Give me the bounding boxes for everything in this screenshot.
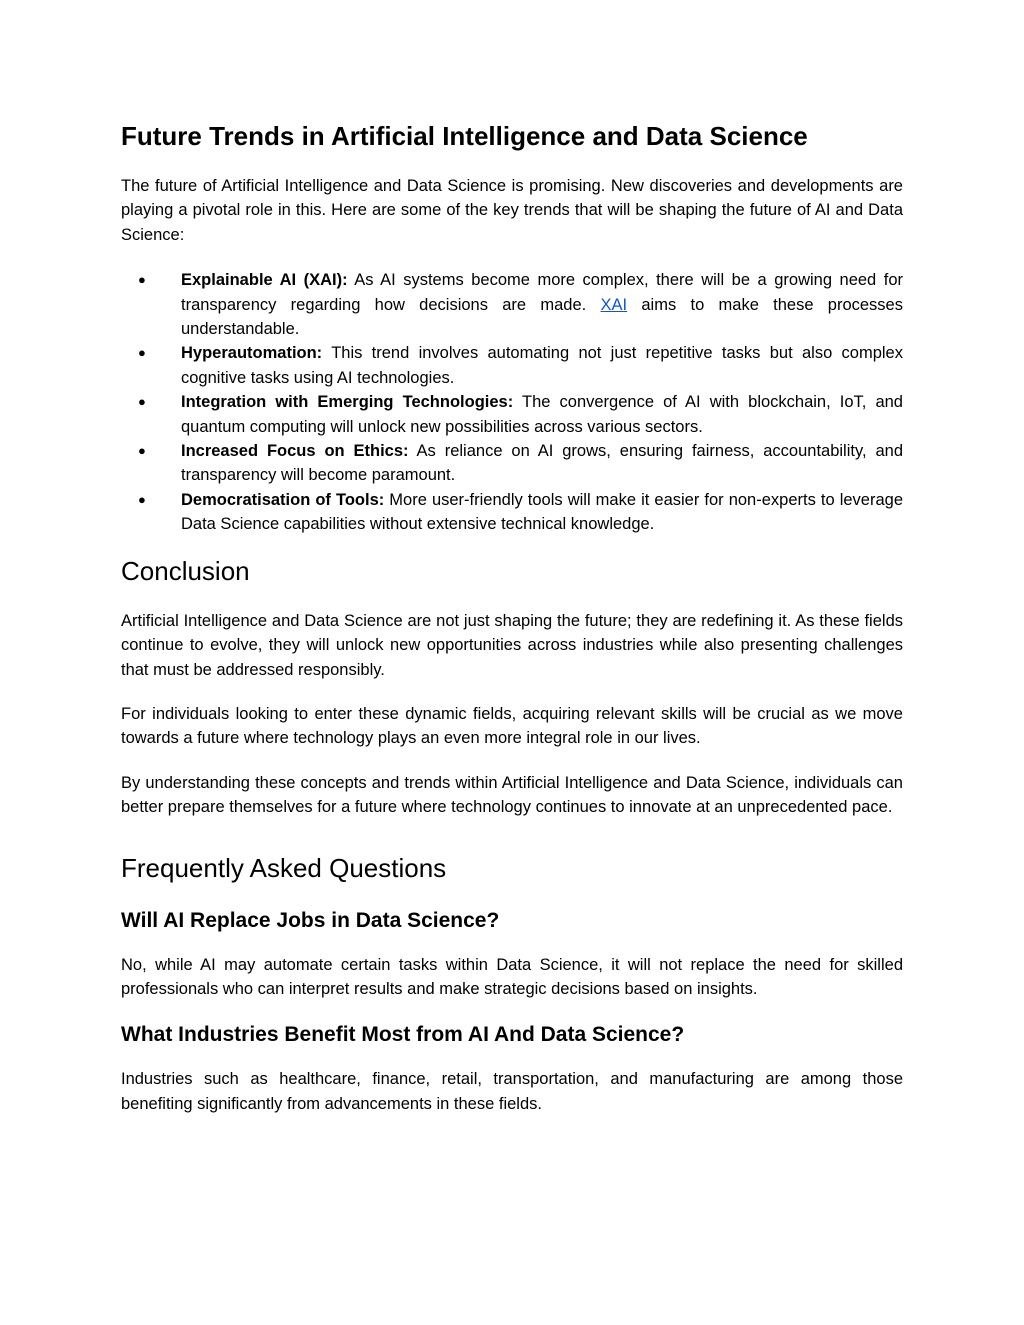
conclusion-paragraph: Artificial Intelligence and Data Science are not just shaping the future; they are redefining it. As these fields continue to evolve, they will unlock new opportunities across industries while also presenting challenges that must be addressed responsibly. [121,611,903,679]
trend-text: This trend involves automating not just repetitive tasks but also complex cognitive tasks using AI technologies. [181,344,903,387]
bullet-icon: ● [138,345,146,361]
intro-paragraph: The future of Artificial Intelligence and Data Science is promising. New discoveries and developments are playing a pivotal role in this. Here are some of the key trends that will be shaping the future of AI and Data Science: [121,177,903,244]
trends-list [121,268,903,536]
bullet-icon: ● [138,491,146,507]
conclusion-paragraph: By understanding these concepts and trends within Artificial Intelligence and Data Science, individuals can better prepare themselves for a future where technology continues to innovate at an unprecedented pace. [121,773,903,817]
bullet-icon: ● [138,394,146,410]
faq-heading: Frequently Asked Questions [121,852,447,883]
trend-term: Hyperautomation: [181,344,323,363]
trend-text: aims to make these processes understandable. [181,295,903,339]
trend-text: As AI systems become more complex, there will be a growing need for transparency regarding how decisions are made. [181,271,903,314]
faq-question: What Industries Benefit Most from AI And Data Science? [121,1023,685,1047]
list-item [121,439,903,488]
trend-term: Democratisation of Tools: [181,490,385,509]
conclusion-paragraph: For individuals looking to enter these dynamic fields, acquiring relevant skills will be crucial as we move towards a future where technology plays an even more integral role in our lives. [121,704,903,748]
list-item [121,268,903,341]
bullet-icon: ● [138,272,146,288]
xai-link[interactable]: XAI [600,295,628,314]
section-title: Future Trends in Artificial Intelligence and Data Science [121,121,808,151]
trend-term: Increased Focus on Ethics: [181,442,409,461]
list-item [121,390,903,439]
trend-text: As reliance on AI grows, ensuring fairness, accountability, and transparency will become paramount. [181,442,904,485]
faq-answer: Industries such as healthcare, finance, retail, transportation, and manufacturing are among those benefiting significantly from advancements in these fields. [121,1070,903,1113]
trend-term: Explainable AI (XAI): [181,271,348,290]
document-page [121,118,903,1116]
trend-text: The convergence of AI with blockchain, IoT, and quantum computing will unlock new possibilities across various sectors. [181,393,903,436]
faq-answer: No, while AI may automate certain tasks within Data Science, it will not replace the need for skilled professionals who can interpret results and make strategic decisions based on insights. [121,955,903,998]
trend-term: Integration with Emerging Technologies: [181,393,514,412]
list-item [121,488,903,537]
trend-text: More user-friendly tools will make it easier for non-experts to leverage Data Science capabilities without extensive technical knowledge. [181,490,904,534]
bullet-icon: ● [138,443,146,459]
list-item [121,341,903,390]
conclusion-heading: Conclusion [121,555,250,586]
faq-question: Will AI Replace Jobs in Data Science? [121,908,500,932]
